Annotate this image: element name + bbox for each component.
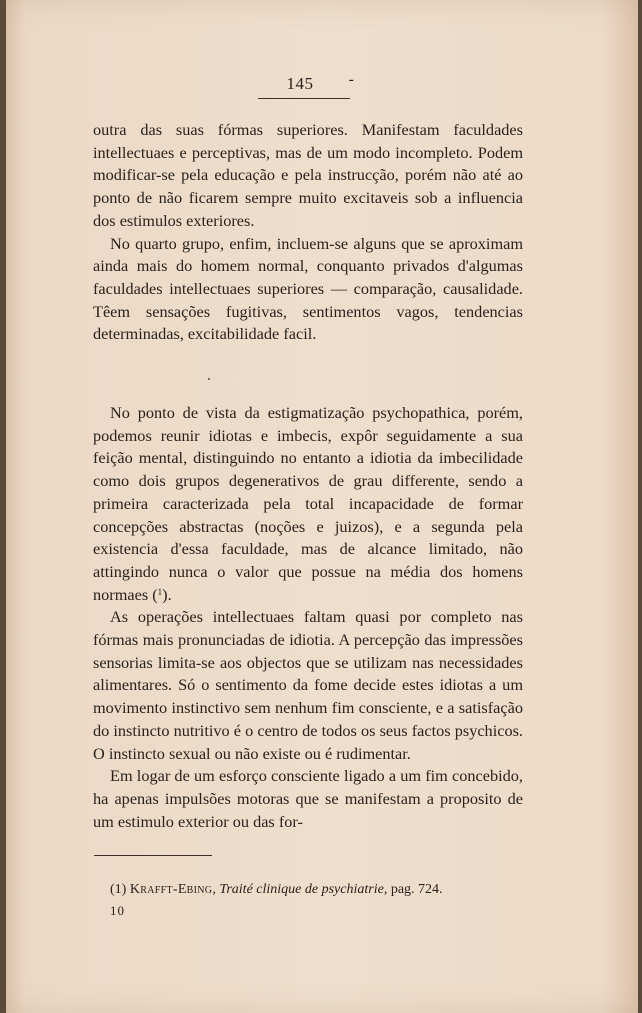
paragraph-text: No ponto de vista da estigmatização psychopathica, porém, podemos reunir idiotas e imbecis, expôr seguidamente a sua feição mental, distinguindo no entanto a idiotia da imbecilidade como dois grupos degenerativos de grau differente, sendo a primeira caracterizada pela total incapacidade de formar concepções abstractas (noções e juizos), e a segunda pela existencia d'essa faculdade, mas de alcance limitado, não attingindo nunca o valor que possue na média dos homens normaes (: [93, 403, 523, 604]
header-mark: -: [348, 71, 354, 88]
footnote-marker: (1): [110, 882, 127, 897]
paragraph: outra das suas fórmas superiores. Manifestam faculdades intellectuaes e perceptivas, mas de um modo incompleto. Podem modificar-se pela educação e pela instrucção, porém não até ao ponto de não ficarem sempre muito excitaveis sob a influencia dos estimulos exteriores.: [93, 120, 523, 230]
paragraph: Em logar de um esforço consciente ligado a um fim concebido, ha apenas impulsões motoras que se manifestam a proposito de um estimulo exterior ou das for-: [93, 766, 523, 831]
signature-mark: 10: [110, 903, 125, 918]
print-speck: [208, 378, 210, 380]
text-section-1: [93, 119, 523, 346]
page-header: [258, 70, 354, 99]
paragraph: [93, 402, 523, 606]
paragraph-end: ).: [162, 584, 172, 604]
text-section-2: [93, 402, 523, 833]
footnote-title: Traité clinique de psychiatrie: [219, 882, 384, 897]
book-page: [6, 0, 638, 1013]
footnote: [110, 880, 530, 900]
footnote-divider: [94, 855, 212, 856]
footnote-reference-text: , pag. 724.: [383, 882, 443, 897]
page-number: 145: [286, 74, 314, 93]
paragraph: As operações intellectuaes faltam quasi por completo nas fórmas mais pronunciadas de idiotia. A percepção das impressões sensorias limita-se aos objectos que se utilizam nas necessidades alimentares. Só o sentimento da fome decide estes idiotas a um movimento instinctivo sem nenhum fim consciente, e a satisfação do instincto nutritivo é o centro de todos os seus factos psychicos. O instincto sexual ou não existe ou é rudimentar.: [93, 607, 523, 763]
paragraph: No quarto grupo, enfim, incluem-se alguns que se aproximam ainda mais do homem normal, conquanto privados d'algumas faculdades intellectuaes superiores — comparação, causalidade. Têem sensações fugitivas, sentimentos vagos, tendencias determinadas, excitabilidade facil.: [93, 233, 523, 344]
footnote-author: Krafft-Ebing: [129, 882, 213, 897]
footnote-reference: 1: [157, 586, 163, 597]
footnote-separator: ,: [212, 882, 220, 897]
